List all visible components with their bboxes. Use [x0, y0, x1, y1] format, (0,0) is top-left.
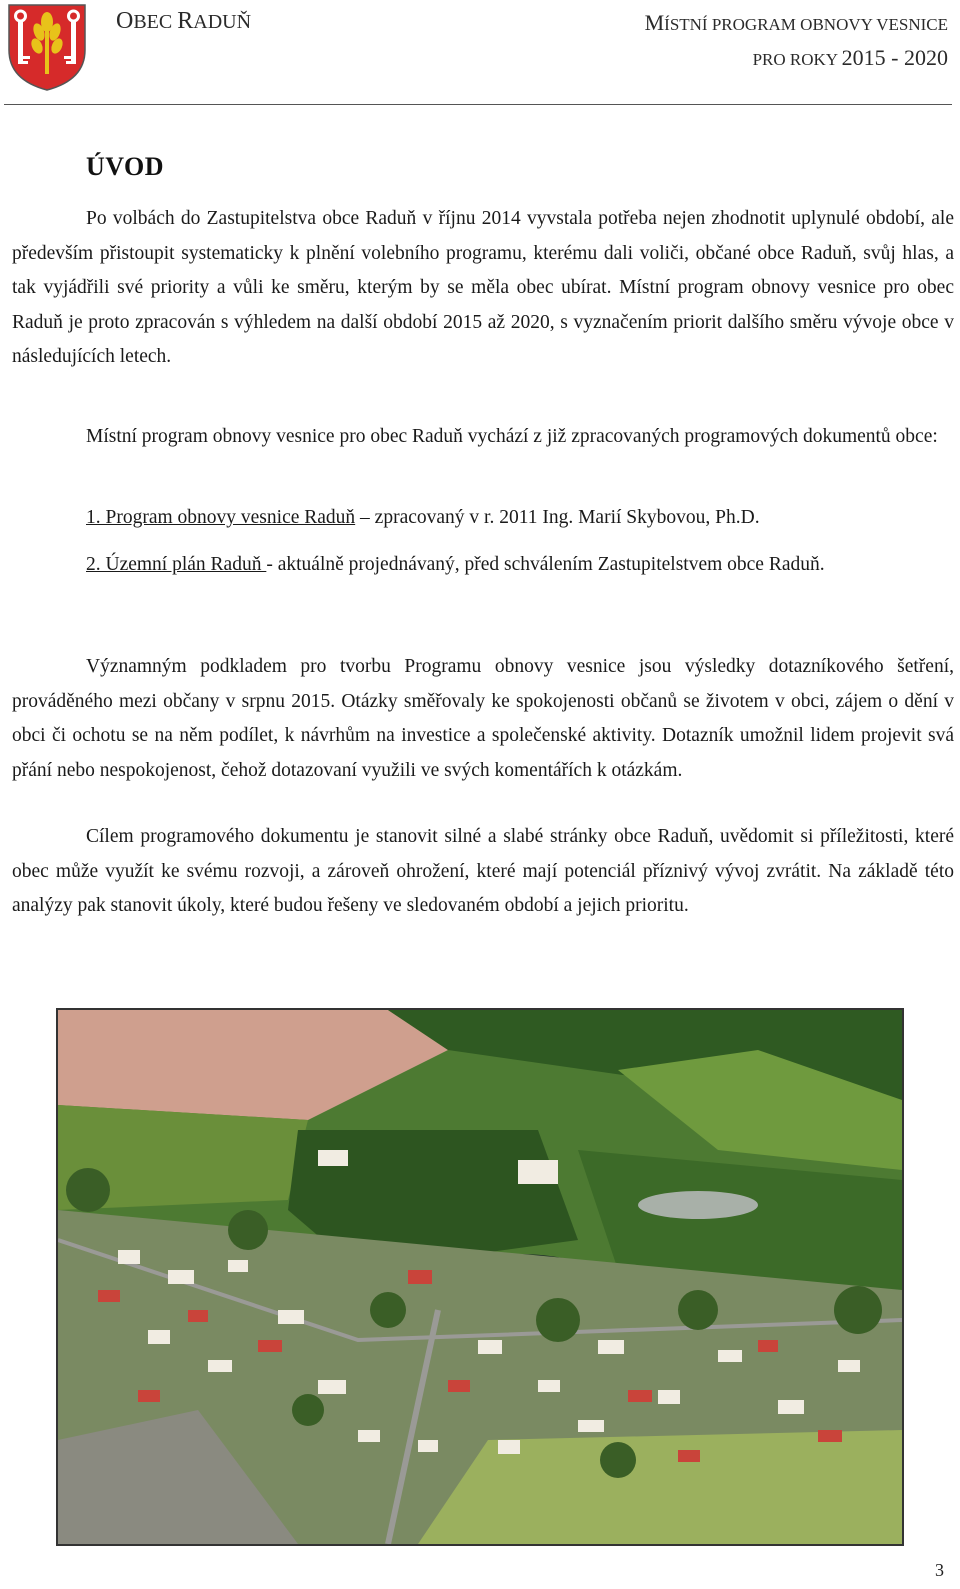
- sources-paragraph: Místní program obnovy vesnice pro obec Raduň vychází z již zpracovaných programových dokumentů obce:: [86, 426, 938, 447]
- survey-paragraph: Významným podkladem pro tvorbu Programu obnovy vesnice jsou výsledky dotazníkového šetření, prováděného mezi občany v srpnu 2015. Otázky směřovaly ke spokojenosti občanů se životem v obci, zájem o dění v obci či ochotu se na něm podílet, k návrhům na investice a společenské aktivity. Dotazník umožnil lidem projevit svá přání nebo nespokojenost, čehož dotazovaní využili ve svých komentářích k otázkám.: [12, 656, 954, 781]
- intro-paragraph: Po volbách do Zastupitelstva obce Raduň v říjnu 2014 vyvstala potřeba nejen zhodnotit uplynulé období, ale především přistoupit systematicky k plnění volebního programu, kterému dali voliči, občané obce Raduň, svůj hlas, a tak vyjádřili své priority a vůli ke směru, kterým by se měla obec ubírat. Místní program obnovy vesnice pro obec Raduň je proto zpracován s výhledem na další období 2015 až 2020, s vyznačením priorit dalšího směru vývoje obce v následujících letech.: [12, 208, 954, 367]
- list-item: 2. Územní plán Raduň - aktuálně projednávaný, před schválením Zastupitelstvem obce Raduň.: [86, 554, 825, 575]
- section-heading: ÚVOD: [86, 152, 165, 181]
- page-number: 3: [935, 1560, 944, 1580]
- village-name: OBEC RADUŇ: [116, 8, 252, 34]
- goals-paragraph: Cílem programového dokumentu je stanovit silné a slabé stránky obce Raduň, uvědomit si příležitosti, které obec může využít ke svému rozvoji, a zároveň ohrožení, které mají potenciál příznivý vývoj zvrátit. Na základě této analýzy pak stanovit úkoly, které budou řešeny ve sledovaném období a jejich prioritu.: [12, 826, 954, 916]
- program-link[interactable]: 1. Program obnovy vesnice Raduň: [86, 507, 356, 528]
- page-header: [0, 0, 960, 106]
- list-item: 1. Program obnovy vesnice Raduň – zpracovaný v r. 2011 Ing. Marií Skybovou, Ph.D.: [86, 507, 760, 528]
- aerial-photo-drawing: [58, 1010, 902, 1544]
- coat-of-arms-icon: [6, 2, 88, 92]
- zoning-plan-link[interactable]: 2. Územní plán Raduň: [86, 554, 267, 575]
- aerial-village-photo: [56, 1008, 904, 1546]
- header-divider: [4, 104, 952, 105]
- program-title: MÍSTNÍ PROGRAM OBNOVY VESNICE PRO ROKY 2015 - 2020: [644, 10, 948, 70]
